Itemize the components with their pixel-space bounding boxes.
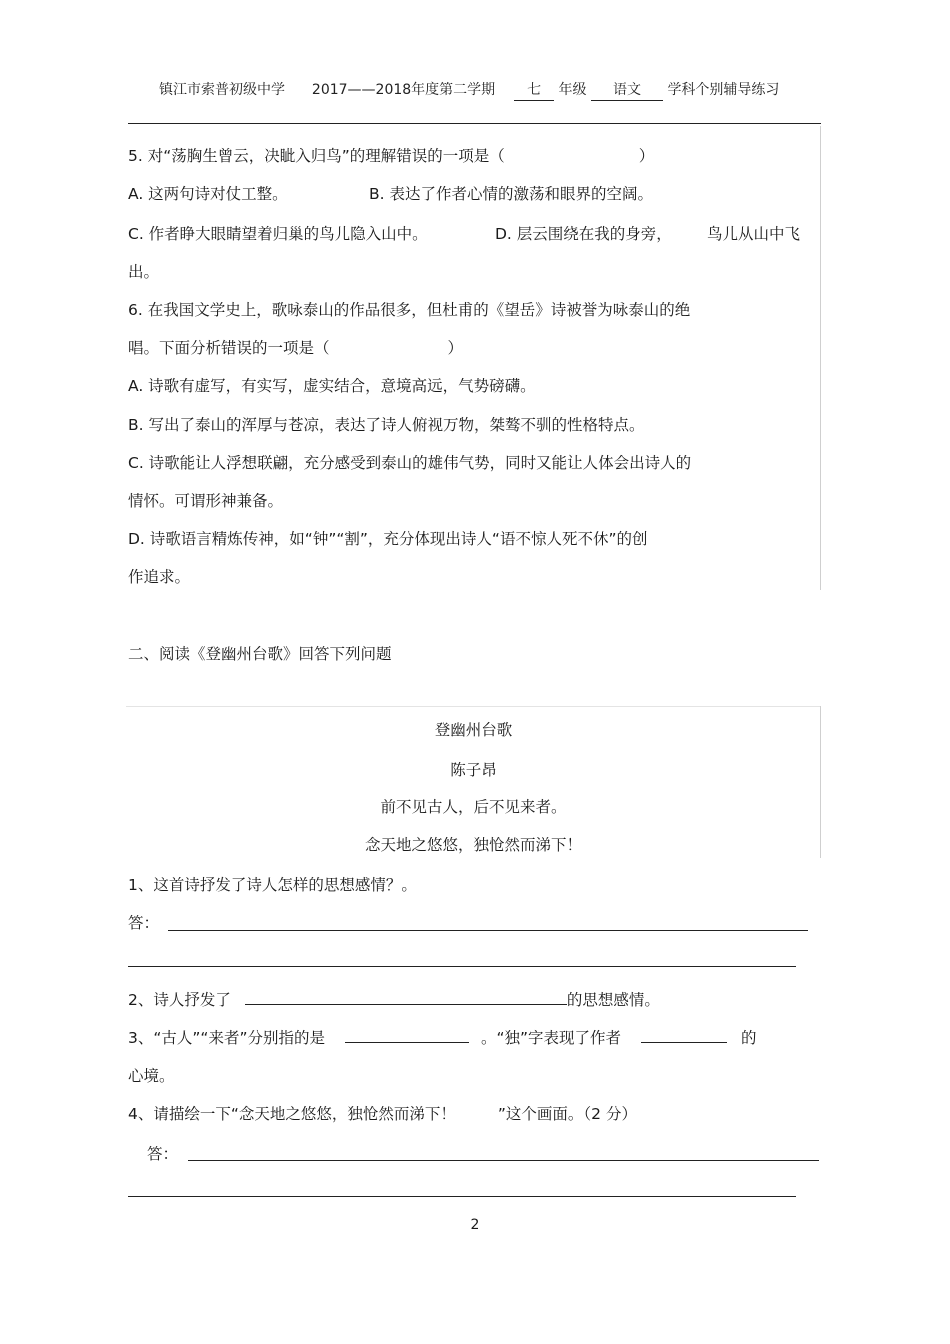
answer-4-label-text: 答： xyxy=(147,1145,179,1163)
grade-label: 年级 xyxy=(558,82,587,98)
question-3-blank-2[interactable] xyxy=(641,1028,727,1043)
question-3-prefix: 3、“古人”“来者”分别指的是 xyxy=(128,1029,325,1047)
poem-title: 登幽州台歌 xyxy=(434,721,513,739)
answer-1-label xyxy=(128,911,159,933)
q6-option-d-text2: 作追求。 xyxy=(128,568,191,586)
question-2 xyxy=(128,988,660,1010)
q5-option-d-cont xyxy=(707,222,800,244)
q6-option-d-text1: D. 诗歌语言精炼传神，如“钟”“割”，充分体现出诗人“语不惊人死不休”的创 xyxy=(128,530,648,548)
answer-4-label xyxy=(147,1142,178,1164)
q5-option-d-text2: 鸟儿从山中飞 xyxy=(707,225,801,243)
school-name: 镇江市索普初级中学 xyxy=(159,82,285,98)
header-rule xyxy=(128,123,821,124)
answer-1-line-1[interactable] xyxy=(168,930,808,931)
q5-option-d-end xyxy=(128,260,159,282)
subject-label: 学科个别辅导练习 xyxy=(667,82,780,98)
q6-stem-text2: 唱。下面分析错误的一项是（ xyxy=(128,339,330,357)
question-2-suffix: 的思想感情。 xyxy=(566,991,660,1009)
question-3-line-2 xyxy=(128,1064,175,1086)
question-3-line-2-text: 心境。 xyxy=(128,1067,175,1085)
q6-stem-line1 xyxy=(128,298,690,320)
q6-option-a xyxy=(128,374,536,396)
q6-option-c-line1 xyxy=(128,451,691,473)
q5-option-d-text1: D. 层云围绕在我的身旁， xyxy=(495,225,672,243)
poem-box-top xyxy=(126,706,820,707)
q6-option-d-line1 xyxy=(128,527,647,549)
q6-stem-close: ） xyxy=(447,339,464,357)
q6-option-d-line2 xyxy=(128,565,190,587)
subject-value: 语文 xyxy=(591,79,663,101)
q6-option-c-text2: 情怀。可谓形神兼备。 xyxy=(128,492,284,510)
q5-option-b-text: B. 表达了作者心情的激荡和眼界的空阔。 xyxy=(369,185,653,203)
poem-line-1: 前不见古人，后不见来者。 xyxy=(380,798,567,816)
answer-1-label-text: 答： xyxy=(128,914,160,932)
question-2-blank[interactable] xyxy=(245,990,567,1005)
question-3-blank-1[interactable] xyxy=(345,1028,469,1043)
question-1-text: 1、这首诗抒发了诗人怎样的思想感情？。 xyxy=(128,876,417,894)
page-number: 2 xyxy=(470,1217,480,1233)
q5-option-d xyxy=(495,222,672,244)
question-4 xyxy=(128,1102,637,1124)
q5-option-a-text: A. 这两句诗对仗工整。 xyxy=(128,185,288,203)
grade-value: 七 xyxy=(514,79,554,101)
question-4-prefix: 4、请描绘一下“念天地之悠悠，独怆然而涕下！ xyxy=(128,1105,456,1123)
question-3 xyxy=(128,1026,757,1048)
question-3-suffix: 的 xyxy=(741,1029,757,1047)
q5-option-b xyxy=(369,182,653,204)
question-1 xyxy=(128,873,417,895)
q6-option-a-text: A. 诗歌有虚写，有实写，虚实结合，意境高远，气势磅礴。 xyxy=(128,377,536,395)
section-2-title-text: 二、阅读《登幽州台歌》回答下列问题 xyxy=(128,645,392,663)
question-4-suffix: ”这个画面。（2 分） xyxy=(497,1105,637,1123)
q6-stem-line2 xyxy=(128,336,463,358)
q5-stem-close: ） xyxy=(638,147,655,165)
q5-option-c-text: C. 作者睁大眼睛望着归巢的鸟儿隐入山中。 xyxy=(128,225,428,243)
q6-option-b-text: B. 写出了泰山的浑厚与苍凉，表达了诗人俯视万物，桀骜不驯的性格特点。 xyxy=(128,416,645,434)
answer-1-line-2[interactable] xyxy=(128,966,796,967)
question-3-mid: 。“独”字表现了作者 xyxy=(480,1029,622,1047)
section-2-title xyxy=(128,642,392,664)
page-header xyxy=(159,79,779,101)
question-2-prefix: 2、诗人抒发了 xyxy=(128,991,231,1009)
q6-option-c-line2 xyxy=(128,489,283,511)
q6-stem-text1: 6. 在我国文学史上，歌咏泰山的作品很多，但杜甫的《望岳》诗被誉为咏泰山的绝 xyxy=(128,301,691,319)
poem-line-2: 念天地之悠悠，独怆然而涕下！ xyxy=(364,836,582,854)
q6-option-c-text1: C. 诗歌能让人浮想联翩，充分感受到泰山的雄伟气势，同时又能让人体会出诗人的 xyxy=(128,454,692,472)
answer-4-line-1[interactable] xyxy=(188,1160,819,1161)
q5-stem-text: 5. 对“荡胸生曾云，决眦入归鸟”的理解错误的一项是（ xyxy=(128,147,505,165)
q5-stem xyxy=(128,144,654,166)
term: 2017——2018年度第二学期 xyxy=(311,82,496,98)
answer-4-line-2[interactable] xyxy=(128,1196,796,1197)
q5-option-c xyxy=(128,222,428,244)
q5-option-d-text3: 出。 xyxy=(128,263,160,281)
q6-option-b xyxy=(128,413,645,435)
margin-line-top xyxy=(820,126,821,590)
q5-option-a xyxy=(128,182,288,204)
poem-author: 陈子昂 xyxy=(450,761,497,779)
